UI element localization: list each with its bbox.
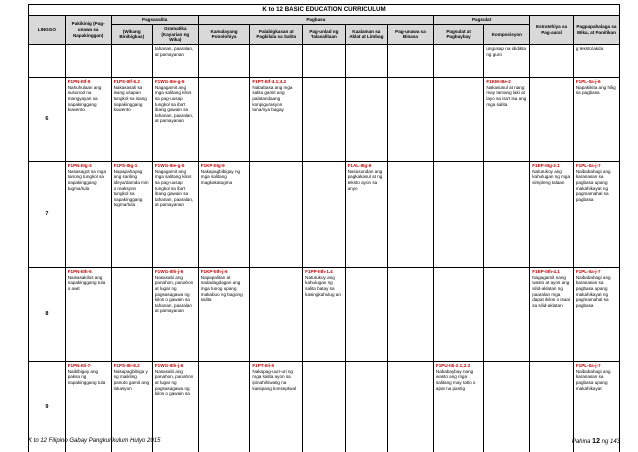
- cell-gramatika: [152, 78, 198, 162]
- competency-code: F1PS-IIIi-8.2: [113, 363, 140, 369]
- competency-code: F1PU-IIIi-2.1;2.3: [435, 363, 471, 369]
- competency-code: F1WG-IIIe-g-5: [154, 163, 185, 169]
- competency-code: F1PS-IIIg-1: [113, 163, 138, 169]
- competency-text: Napapalitan at nadadagdagan ang mga tunog upang makabuo ng bagong salita: [200, 274, 243, 303]
- cell-gramatika: [152, 268, 198, 362]
- header-pakikinig: Pakikinig (Pag-unawa sa Napakinggan): [65, 16, 111, 45]
- competency-text: Nababaybay nang wasto ang mga salitang may tatlo o apat na pantig: [435, 368, 476, 391]
- cell-kaalaman: [345, 78, 387, 162]
- competency-code: F1PL-0a-j-6: [575, 79, 601, 85]
- footer-title: K to 12 Filipino Gabay Pangkurikulum Hulyo 2015: [28, 438, 161, 444]
- cell-pagunawa: [388, 78, 434, 162]
- competency-text: Nakasusul at nang may tamang laki at layo sa isa't isa ang mga salita: [486, 84, 527, 107]
- competency-code: F1AL-IIIg-6: [347, 163, 372, 169]
- competency-text: Nasasabi ang panahon, panahon at lugar ng pagsasagawa ng kilos o gawain sa tahanan, paaralan at pamayanan: [154, 274, 194, 314]
- cell-komposisyon: [484, 78, 530, 162]
- cell-text: g teksto/akda: [573, 45, 619, 78]
- competency-text: Nababasa ang mga salita gamit ang palatandaang konpigurasyon tuna/nya bagay: [252, 84, 293, 113]
- cell-estratehiya: [530, 268, 574, 362]
- competency-text: Nakapagbibigay ng mga salitang magkakatugma: [200, 168, 241, 185]
- header-wikang-binibigkas: (Wikang Binibigkas): [111, 24, 152, 44]
- cell-pagsulatpag: [433, 162, 483, 268]
- curriculum-table: [28, 4, 620, 452]
- competency-code: F1PN-IIIg-3: [67, 163, 92, 169]
- competency-code: F1WG-IIIe-g-5: [154, 79, 185, 85]
- cell-pagsulatpag: [433, 78, 483, 162]
- cell-pagunlad: [303, 162, 345, 268]
- header-pagsulat: Pagsulat: [433, 16, 529, 25]
- competency-text: Nasusundan ang pagkakasul at ng teksto ayon sa anyo: [347, 168, 383, 191]
- cell-komposisyon: [484, 162, 530, 268]
- header-komposisyon: Komposisyon: [484, 24, 530, 44]
- competency-code: F1PS-IIIf-5.2: [113, 79, 140, 85]
- competency-text: Naibabahagi ang karanasan sa pagbasa upang makahikayat ng pagmamahal sa pagbasa: [575, 274, 611, 308]
- table-row-continuation: [29, 45, 620, 78]
- header-pagpapahalaga: Pagpapahalaga sa Wika, at Panitikan: [573, 16, 619, 45]
- competency-code: F1PL-0a-j-7: [575, 269, 601, 275]
- competency-code: F1WG-IIIh-j-6: [154, 363, 184, 369]
- cell-pagsulatpag: [433, 268, 483, 362]
- table-row: [29, 162, 620, 268]
- competency-code: F1PN-IIIh-5: [67, 269, 92, 275]
- cell-palabigkasan: [250, 162, 303, 268]
- competency-text: Napapahayag ang sariling ideya/damda min o reaksyon tungkol sa napakinggang tugma/tula: [113, 168, 149, 208]
- week-number: 9: [29, 362, 66, 452]
- competency-text: Natutukoy ang kahulugan ng salita batay sa kasingkahulug an: [305, 274, 341, 297]
- competency-code: F1PL-0a-j-7: [575, 163, 601, 169]
- cell-wikan: [111, 78, 152, 162]
- competency-code: F1PN-IIIi-7-: [67, 363, 92, 369]
- competency-code: F1WG-IIIh-j-6: [154, 269, 184, 275]
- week-number: 6: [29, 78, 66, 162]
- cell-pagpapahalaga: [573, 162, 619, 268]
- header-pagsasalita: Pagsasalita: [111, 16, 198, 25]
- competency-text: Nahuhulaan ang susunod na mangyayari sa napakinggang kuwento: [67, 84, 102, 113]
- header-estratehiya: Estratehiya sa Pag-aaral: [530, 16, 574, 45]
- cell-komposisyon: [484, 268, 530, 362]
- cell-pakikinig: [65, 78, 111, 162]
- competency-code: F1KM-IIIe-2: [486, 79, 511, 85]
- table-row: [29, 78, 620, 162]
- header-palabigkasan: Palabigkasan at Pagkilala sa Salita: [250, 24, 303, 44]
- cell-palabigkasan: [250, 78, 303, 162]
- document-title: K to 12 BASIC EDUCATION CURRICULUM: [29, 5, 620, 16]
- competency-code: F1PL-0a-j-7: [575, 363, 601, 369]
- page-number: Pahina 12 ng 143: [571, 438, 620, 445]
- competency-code: F1KP-IIIg-9: [200, 163, 225, 169]
- header-lingo: LINGGO: [29, 16, 66, 45]
- cell-wikan: [111, 268, 152, 362]
- competency-text: Nagagamit ang mga salitang kilos sa pag-uusap tungkol sa iba't ibang gawain sa tahanan, paaralan, at pamayanan: [154, 168, 194, 208]
- cell-pakikinig: [65, 268, 111, 362]
- week-number: 8: [29, 268, 66, 362]
- competency-code: F1EP-IIIh-4.1: [532, 269, 560, 275]
- header-kamalayang-ponolohiya: Kamalayang Ponolohiya: [198, 24, 250, 44]
- cell-pagunlad: [303, 268, 345, 362]
- cell-wikan: [111, 162, 152, 268]
- competency-code: F1KP-IIIh-j-6: [200, 269, 228, 275]
- cell-pagpapahalaga: [573, 78, 619, 162]
- competency-text: Nakapag-uuri-uri ng mga salita ayon sa ipinahihiwatig na kaisipang konseptwal: [252, 368, 297, 391]
- cell-kaalaman: [345, 162, 387, 268]
- cell-pagunawa: [388, 162, 434, 268]
- competency-code: F1PP-IIIh-1.4: [305, 269, 333, 275]
- week-number: 7: [29, 162, 66, 268]
- table-row: [29, 268, 620, 362]
- competency-text: Nakasasali sa isang usapan tungkol sa isang napakinggang kuwento: [113, 84, 147, 113]
- competency-code: F1PN-IIIf-9: [67, 79, 91, 85]
- competency-text: Nagagamit nang wasto at ayos ang silid-aklatan ng paaralan mga dapat ikilos o isaal sa silid-aklatan: [532, 274, 570, 308]
- cell-kamalayang: [198, 162, 250, 268]
- cell-gramatika: [152, 162, 198, 268]
- competency-text: Naibabahagi ang karanasan sa pagbasa upang makahikayat ng pagmamahal sa pagbasa: [575, 168, 611, 202]
- cell-kamalayang: [198, 268, 250, 362]
- cell-estratehiya: [530, 162, 574, 268]
- cell-pagunlad: [303, 78, 345, 162]
- competency-code: F1EP-IIIg-2.1: [532, 163, 560, 169]
- cell-pagunawa: [388, 268, 434, 362]
- cell-pakikinig: [65, 162, 111, 268]
- competency-text: Naibabahagi ang karanasan sa pagbasa upang makahikayat: [575, 368, 611, 391]
- cell-kaalaman: [345, 268, 387, 362]
- competency-text: Naibibigay ang paksa ng napakinggang tula: [67, 368, 106, 385]
- competency-text: Nasasabi ang panahon, panahon at lugar ng pagsasagawa ng kilos o gawain sa: [154, 368, 194, 397]
- competency-code: F1PT-IIIf-4.1;4.2: [252, 79, 287, 85]
- header-pagbasa: Pagbasa: [198, 16, 433, 25]
- competency-text: Naisasakilos ang napakinggang tula o awit: [67, 274, 106, 291]
- header-pagsulat-pagbaybay: Pagsulat at Pagbaybay: [433, 24, 483, 44]
- curriculum-page: [28, 4, 620, 452]
- header-kaalaman: Kaalaman sa Aklat at Limbag: [345, 24, 387, 44]
- cell-text: ungusap na ididikta ng guro: [484, 45, 530, 78]
- competency-code: F1PT-IIIi-5: [252, 363, 275, 369]
- cell-pagpapahalaga: [573, 268, 619, 362]
- header-pag-unawa: Pag-unawa sa Binasa: [388, 24, 434, 44]
- header-gramatika: Gramatika (Kayarian ng Wika): [152, 24, 198, 44]
- header-pag-unlad: Pag-unlad ng Talasalitaan: [303, 24, 345, 44]
- competency-text: Nasasagot sa mga tanong tungkol sa napakinggang tugma/tula: [67, 168, 107, 191]
- competency-text: Nakapagbibiga y ng maikling panuto gamit ang lokasyon: [113, 368, 150, 391]
- cell-palabigkasan: [250, 268, 303, 362]
- competency-text: Napakikita ang hilig sa pagbasa: [575, 84, 616, 96]
- page-footer: [28, 438, 620, 445]
- cell-kamalayang: [198, 78, 250, 162]
- cell-text: tahanan, paaralan, at pamayanan: [152, 45, 198, 78]
- cell-estratehiya: [530, 78, 574, 162]
- competency-text: Natutukoy ang kahulugan ng mga simpleng talaan: [532, 168, 571, 185]
- competency-text: Nagagamit ang mga salitang kilos sa pag-uusap tungkol sa iba't ibang gawain sa tahanan, paaralan, at pamayanan: [154, 84, 194, 124]
